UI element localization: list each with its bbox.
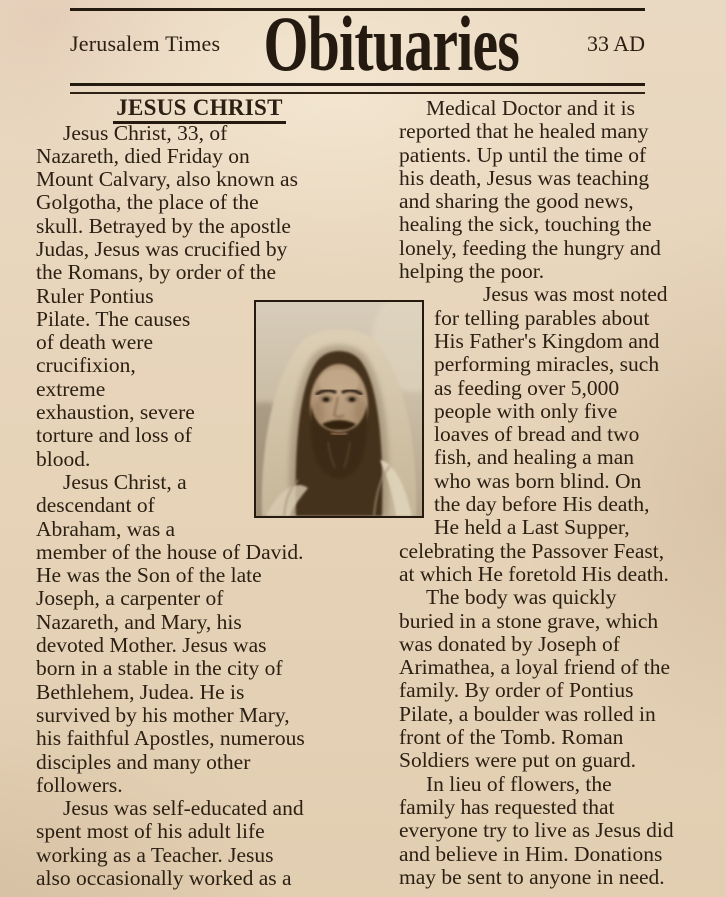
text-line: buried in a stone grave, which bbox=[399, 608, 659, 633]
text-line: helping the poor. bbox=[399, 259, 545, 284]
text-line: Abraham, was a bbox=[36, 516, 176, 541]
text-line: followers. bbox=[36, 772, 123, 797]
text-line: family has requested that bbox=[399, 794, 615, 819]
right-column-text bbox=[399, 97, 721, 889]
text-line: devoted Mother. Jesus was bbox=[36, 633, 267, 658]
text-line: Mount Calvary, also known as bbox=[36, 167, 298, 192]
page-title: Obituaries bbox=[263, 0, 520, 87]
text-line: was donated by Joseph of bbox=[399, 631, 620, 656]
text-line: exhaustion, severe bbox=[36, 400, 195, 425]
text-line: Arimathea, a loyal friend of the bbox=[399, 655, 671, 680]
text-line: the day before His death, bbox=[434, 492, 650, 517]
text-line: of death were bbox=[36, 330, 153, 355]
text-line: Nazareth, and Mary, his bbox=[36, 609, 242, 634]
obituary-heading-text: JESUS CHRIST bbox=[113, 95, 286, 124]
text-line: at which He foretold His death. bbox=[399, 561, 669, 586]
right-column bbox=[399, 97, 721, 889]
text-line: extreme bbox=[36, 376, 106, 401]
jesus-portrait-image bbox=[256, 302, 422, 516]
text-line: Judas, Jesus was crucified by bbox=[36, 236, 288, 261]
text-line: descendant of bbox=[36, 493, 155, 518]
text-line: the Romans, by order of the bbox=[36, 260, 277, 285]
text-line: Pilate. The causes bbox=[36, 306, 191, 331]
text-line: performing miracles, such bbox=[434, 352, 660, 377]
text-line: In lieu of flowers, the bbox=[426, 771, 612, 796]
text-line: survived by his mother Mary, bbox=[36, 702, 290, 727]
text-line: He was the Son of the late bbox=[36, 563, 262, 588]
text-line: Golgotha, the place of the bbox=[36, 190, 259, 215]
text-line: working as a Teacher. Jesus bbox=[36, 842, 274, 867]
text-line: may be sent to anyone in need. bbox=[399, 864, 665, 889]
masthead-date: 33 AD bbox=[586, 31, 645, 56]
text-line: healing the sick, touching the bbox=[399, 212, 652, 237]
header-divider-rule bbox=[70, 83, 645, 94]
text-line: born in a stable in the city of bbox=[36, 656, 283, 681]
text-line: Jesus Christ, 33, of bbox=[63, 120, 228, 145]
text-line: his faithful Apostles, numerous bbox=[36, 726, 305, 751]
text-line: Ruler Pontius bbox=[36, 283, 154, 308]
text-line: Medical Doctor and it is bbox=[426, 96, 635, 120]
text-line: Nazareth, died Friday on bbox=[36, 143, 250, 168]
text-line: crucifixion, bbox=[36, 353, 136, 378]
text-line: The body was quickly bbox=[426, 585, 617, 610]
text-line: reported that he healed many bbox=[399, 119, 649, 144]
text-line: patients. Up until the time of bbox=[399, 142, 647, 167]
masthead bbox=[70, 0, 645, 87]
text-line: Soldiers were put on guard. bbox=[399, 748, 637, 773]
newspaper-name: Jerusalem Times bbox=[70, 31, 221, 56]
text-line: his death, Jesus was teaching bbox=[399, 165, 650, 190]
text-line: and sharing the good news, bbox=[399, 189, 634, 214]
text-line: family. By order of Pontius bbox=[399, 678, 634, 703]
text-line: for telling parables about bbox=[434, 305, 650, 330]
text-line: Jesus was most noted bbox=[483, 282, 668, 307]
text-line: member of the house of David. bbox=[36, 539, 304, 564]
text-line: and believe in Him. Donations bbox=[399, 841, 663, 866]
text-line: who was born blind. On bbox=[434, 468, 642, 493]
text-line: fish, and healing a man bbox=[434, 445, 635, 470]
text-line: people with only five bbox=[434, 398, 618, 423]
text-line: as feeding over 5,000 bbox=[434, 375, 620, 400]
jesus-portrait-photo bbox=[254, 300, 424, 518]
text-line: celebrating the Passover Feast, bbox=[399, 538, 665, 563]
text-line: blood. bbox=[36, 446, 91, 471]
obituary-heading bbox=[36, 97, 363, 122]
text-line: everyone try to live as Jesus did bbox=[399, 818, 674, 843]
text-line: His Father's Kingdom and bbox=[434, 328, 660, 353]
text-line: torture and loss of bbox=[36, 423, 192, 448]
text-line: Joseph, a carpenter of bbox=[36, 586, 224, 611]
text-line: Jesus was self-educated and bbox=[63, 796, 304, 821]
text-line: He held a Last Supper, bbox=[434, 515, 630, 540]
text-line: loaves of bread and two bbox=[434, 422, 640, 447]
text-line: skull. Betrayed by the apostle bbox=[36, 213, 291, 238]
text-line: lonely, feeding the hungry and bbox=[399, 235, 661, 260]
text-line: Bethlehem, Judea. He is bbox=[36, 679, 245, 704]
text-line: Pilate, a boulder was rolled in bbox=[399, 701, 656, 726]
text-line: Jesus Christ, a bbox=[63, 469, 187, 494]
text-line: spent most of his adult life bbox=[36, 819, 265, 844]
text-line: disciples and many other bbox=[36, 749, 251, 774]
text-line: front of the Tomb. Roman bbox=[399, 725, 624, 750]
text-line: also occasionally worked as a bbox=[36, 866, 292, 890]
